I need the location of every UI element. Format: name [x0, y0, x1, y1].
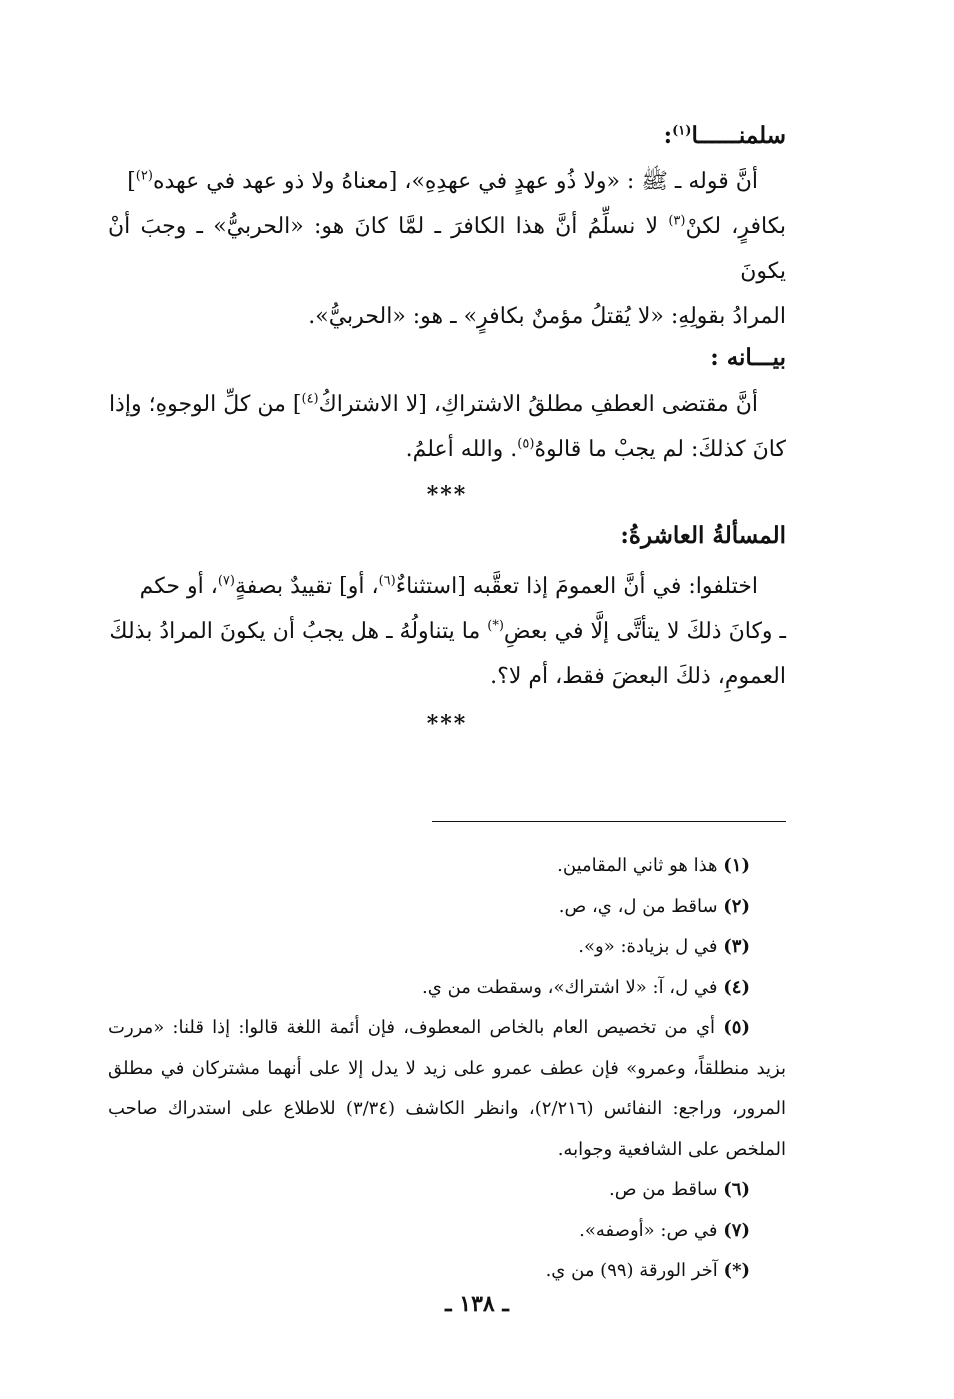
text-run: لا نسلِّمُ أنَّ هذا الكافرَ ـ لمَّا كانَ هو: «الحربيُّ» ـ وجبَ أنْ يكونَ: [108, 214, 786, 284]
footnote-number: (*): [723, 1260, 750, 1281]
text-run: كانَ كذلكَ: لم يجبْ ما قالوهُ: [534, 437, 786, 462]
text-run: ]: [127, 169, 136, 194]
separator-stars: ***: [426, 711, 468, 737]
footnote-item: [108, 1211, 786, 1252]
text-run: ، أو] تقييدٌ بصفةٍ: [234, 574, 379, 599]
paragraph-line: [108, 427, 786, 472]
footnote-item: [108, 1008, 786, 1170]
heading-text: المسألةُ العاشرةُ:: [620, 522, 786, 549]
footnote-text: ساقط من ص.: [609, 1179, 718, 1200]
text-run: اختلفوا: في أنَّ العمومَ إذا تعقَّبه [استثناءٌ: [395, 574, 758, 599]
footnote-ref: (٧): [217, 573, 235, 589]
text-run: . والله أعلمُ.: [405, 437, 518, 462]
footnote-ref: (٥): [517, 436, 535, 452]
text-run: ، أو حكم: [139, 574, 218, 599]
footnote-text: في ل، آ: «لا اشتراك»، وسقطت من ي.: [422, 976, 718, 998]
text-run: ـ وكانَ ذلكَ لا يتأتَّى إلَّا في بعضِ: [503, 619, 786, 644]
paragraph-line: [108, 204, 786, 294]
section-heading-tenth-issue: [108, 520, 786, 552]
text-run: أنَّ مقتضى العطفِ مطلقُ الاشتراكِ، [لا الاشتراكُ: [318, 392, 758, 417]
footnote-item: [108, 846, 786, 887]
footnote-text: هذا هو ثاني المقامين.: [557, 855, 718, 876]
heading-text: سلمنــــــا: [691, 122, 786, 149]
footnote-item: [108, 927, 786, 968]
main-text: [108, 120, 786, 737]
separator-stars: ***: [426, 482, 468, 508]
footnote-number: (٢): [723, 895, 750, 917]
page-number: ـ ١٣٨ ـ: [445, 1291, 509, 1317]
footnote-ref: (٣): [668, 213, 686, 229]
footnote-text: آخر الورقة (٩٩) من ي.: [545, 1260, 718, 1281]
heading-colon: :: [663, 122, 673, 149]
text-run: ما يتناولُهُ ـ هل يجبُ أن يكونَ المرادُ بذلكَ: [109, 619, 488, 644]
text-run: المرادُ بقولِهِ: «لا يُقتلُ مؤمنٌ بكافرٍ» ـ هو: «الحربيُّ».: [308, 304, 786, 329]
footnote-item: [108, 968, 786, 1009]
paragraph-line: [108, 382, 786, 427]
footnote-number: (٤): [723, 976, 750, 998]
paragraph-line: [108, 159, 786, 204]
paragraph-line: [108, 294, 786, 339]
text-run: العمومِ، ذلكَ البعضَ فقط، أم لا؟.: [490, 664, 786, 689]
footnote-ref: (١): [672, 123, 692, 139]
footnote-separator: [432, 821, 786, 822]
paragraph-3: [108, 564, 786, 699]
footnote-ref: (٤): [301, 391, 319, 407]
footnote-number: (٧): [723, 1219, 750, 1241]
footnotes: [108, 846, 786, 1292]
footnote-ref: (*): [487, 618, 504, 634]
paragraph-line: [108, 654, 786, 699]
text-run: بكافرٍ، لكنْ: [685, 214, 787, 239]
section-heading-salamna: [108, 120, 786, 152]
paragraph-2: [108, 382, 786, 472]
paragraph-1: [108, 159, 786, 339]
footnote-text: في ل بزيادة: «و».: [578, 936, 718, 957]
paragraph-line: [108, 609, 786, 654]
footnote-number: (٦): [723, 1179, 750, 1200]
footnote-text: ساقط من ل، ي، ص.: [558, 895, 718, 917]
paragraph-line: [108, 564, 786, 609]
section-heading-bayanuhu: [108, 342, 786, 374]
footnote-item: [108, 1251, 786, 1292]
text-run: أنَّ قوله ـ ﷺ : «ولا ذُو عهدٍ في عهدِهِ»، [معناهُ ولا ذو عهد في عهده: [152, 169, 758, 194]
footnote-number: (١): [723, 855, 750, 876]
text-run: ] من كلِّ الوجوهِ؛ وإذا: [108, 392, 302, 417]
heading-text: بيـــانه :: [710, 344, 786, 371]
footnote-number: (٥): [723, 1017, 750, 1038]
footnote-number: (٣): [723, 936, 750, 957]
footnote-ref: (٦): [378, 573, 396, 589]
footnote-item: [108, 1170, 786, 1211]
footnote-item: [108, 887, 786, 928]
footnote-text: أي من تخصيص العام بالخاص المعطوف، فإن أئمة اللغة قالوا: إذا قلنا: «مررت بزيد منطلقاً، وعمرو» فإن عطف عمرو على زيد لا يدل إلا على أنهما مشتركان في مطلق المرور، وراجع: النفائس (٢/٢١٦)، وانظر الكاشف (٣/٣٤) للاطلاع على استدراك صاحب الملخص على الشافعية وجوابه.: [108, 1017, 786, 1160]
footnote-text: في ص: «أوصفه».: [579, 1219, 718, 1241]
footnote-ref: (٢): [135, 168, 153, 184]
